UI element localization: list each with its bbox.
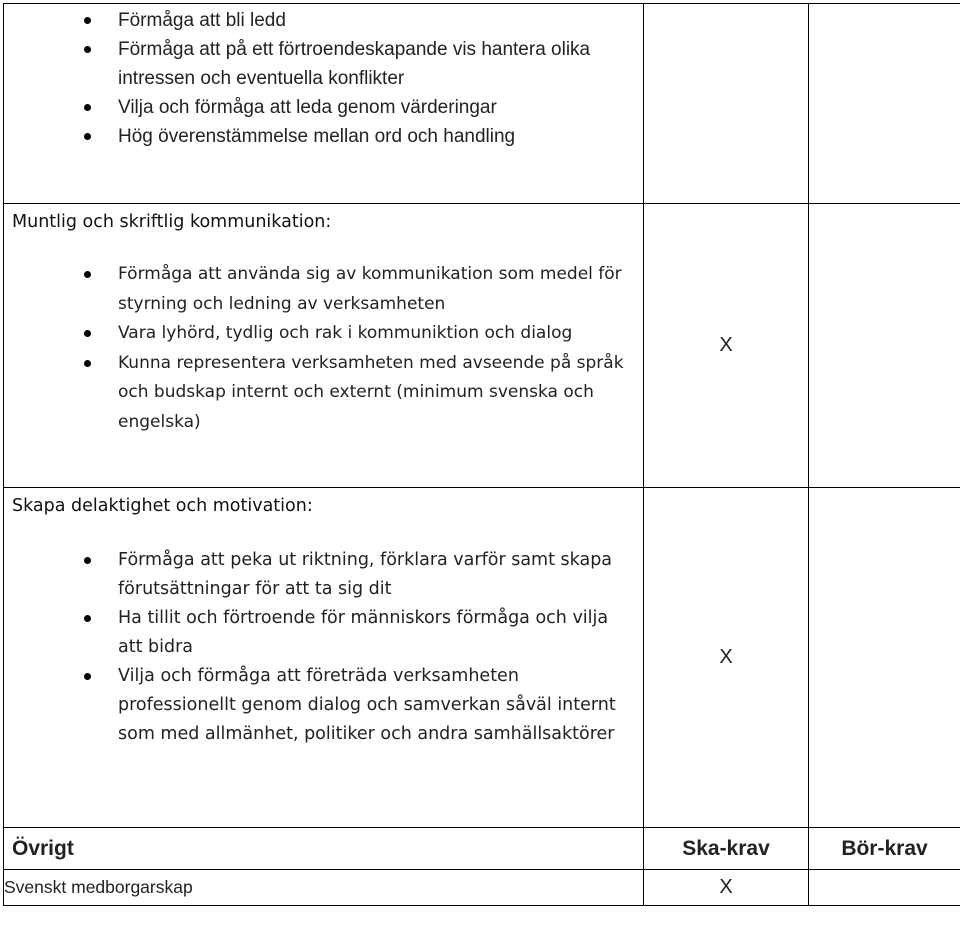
bullet-text: Förmåga att bli ledd [118, 10, 286, 31]
bullet-icon [84, 271, 91, 278]
criteria-cell [4, 4, 644, 204]
criteria-heading: Skapa delaktighet och motivation: [12, 496, 313, 516]
table-row [4, 870, 960, 906]
bullet-text: Vara lyhörd, tydlig och rak i kommuniktion och dialog [118, 323, 573, 343]
table-row [4, 204, 960, 488]
bullet-list [4, 260, 643, 437]
ska-krav-cell: X [644, 870, 809, 906]
ska-krav-cell: X [644, 488, 809, 828]
list-item [4, 260, 643, 319]
bullet-icon [84, 133, 91, 140]
bullet-text: Vilja och förmåga att leda genom värderingar [118, 97, 497, 118]
bullet-icon [84, 104, 91, 111]
bor-krav-cell [809, 870, 960, 906]
bullet-text: Hög överenstämmelse mellan ord och handling [118, 126, 516, 147]
bullet-text: Kunna representera verksamheten med avseende på språk och budskap internt och externt (minimum svenska och engelska) [118, 352, 624, 432]
bullet-text: Ha tillit och förtroende för människors förmåga och vilja att bidra [118, 608, 609, 657]
bullet-icon [84, 673, 91, 680]
section-title: Övrigt [4, 828, 644, 870]
bullet-icon [84, 557, 91, 564]
bullet-text: Vilja och förmåga att företräda verksamheten professionellt genom dialog och samverkan såväl internt som med allmänhet, politiker och andra samhällsaktörer [118, 666, 616, 744]
ska-krav-header: Ska-krav [644, 828, 809, 870]
bullet-icon [84, 615, 91, 622]
list-item [4, 319, 643, 349]
list-item [4, 349, 643, 438]
bullet-icon [84, 360, 91, 367]
list-item [4, 662, 643, 749]
bullet-list [4, 546, 643, 749]
list-item [4, 604, 643, 662]
bullet-text: Förmåga att på ett förtroendeskapande vis hantera olika intressen och eventuella konflikter [118, 39, 591, 89]
list-item [4, 93, 643, 122]
section-header-row [4, 828, 960, 870]
bullet-icon [84, 46, 91, 53]
bor-krav-cell [809, 4, 960, 204]
criteria-cell [4, 204, 644, 488]
bor-krav-header: Bör-krav [809, 828, 960, 870]
table-row [4, 488, 960, 828]
requirement-label: Svenskt medborgarskap [4, 870, 644, 906]
criteria-cell [4, 488, 644, 828]
list-item [4, 6, 643, 35]
list-item [4, 122, 643, 151]
ska-krav-cell [644, 4, 809, 204]
bullet-text: Förmåga att använda sig av kommunikation som medel för styrning och ledning av verksamheten [118, 264, 622, 314]
bor-krav-cell [809, 488, 960, 828]
bor-krav-cell [809, 204, 960, 488]
table-row [4, 4, 960, 204]
bullet-text: Förmåga att peka ut riktning, förklara varför samt skapa förutsättningar för att ta sig dit [118, 550, 613, 599]
bullet-icon [84, 330, 91, 337]
list-item [4, 546, 643, 604]
list-item [4, 35, 643, 93]
bullet-icon [84, 17, 91, 24]
ska-krav-cell: X [644, 204, 809, 488]
criteria-heading: Muntlig och skriftlig kommunikation: [12, 212, 332, 232]
requirements-table [3, 3, 960, 906]
bullet-list [4, 4, 643, 151]
